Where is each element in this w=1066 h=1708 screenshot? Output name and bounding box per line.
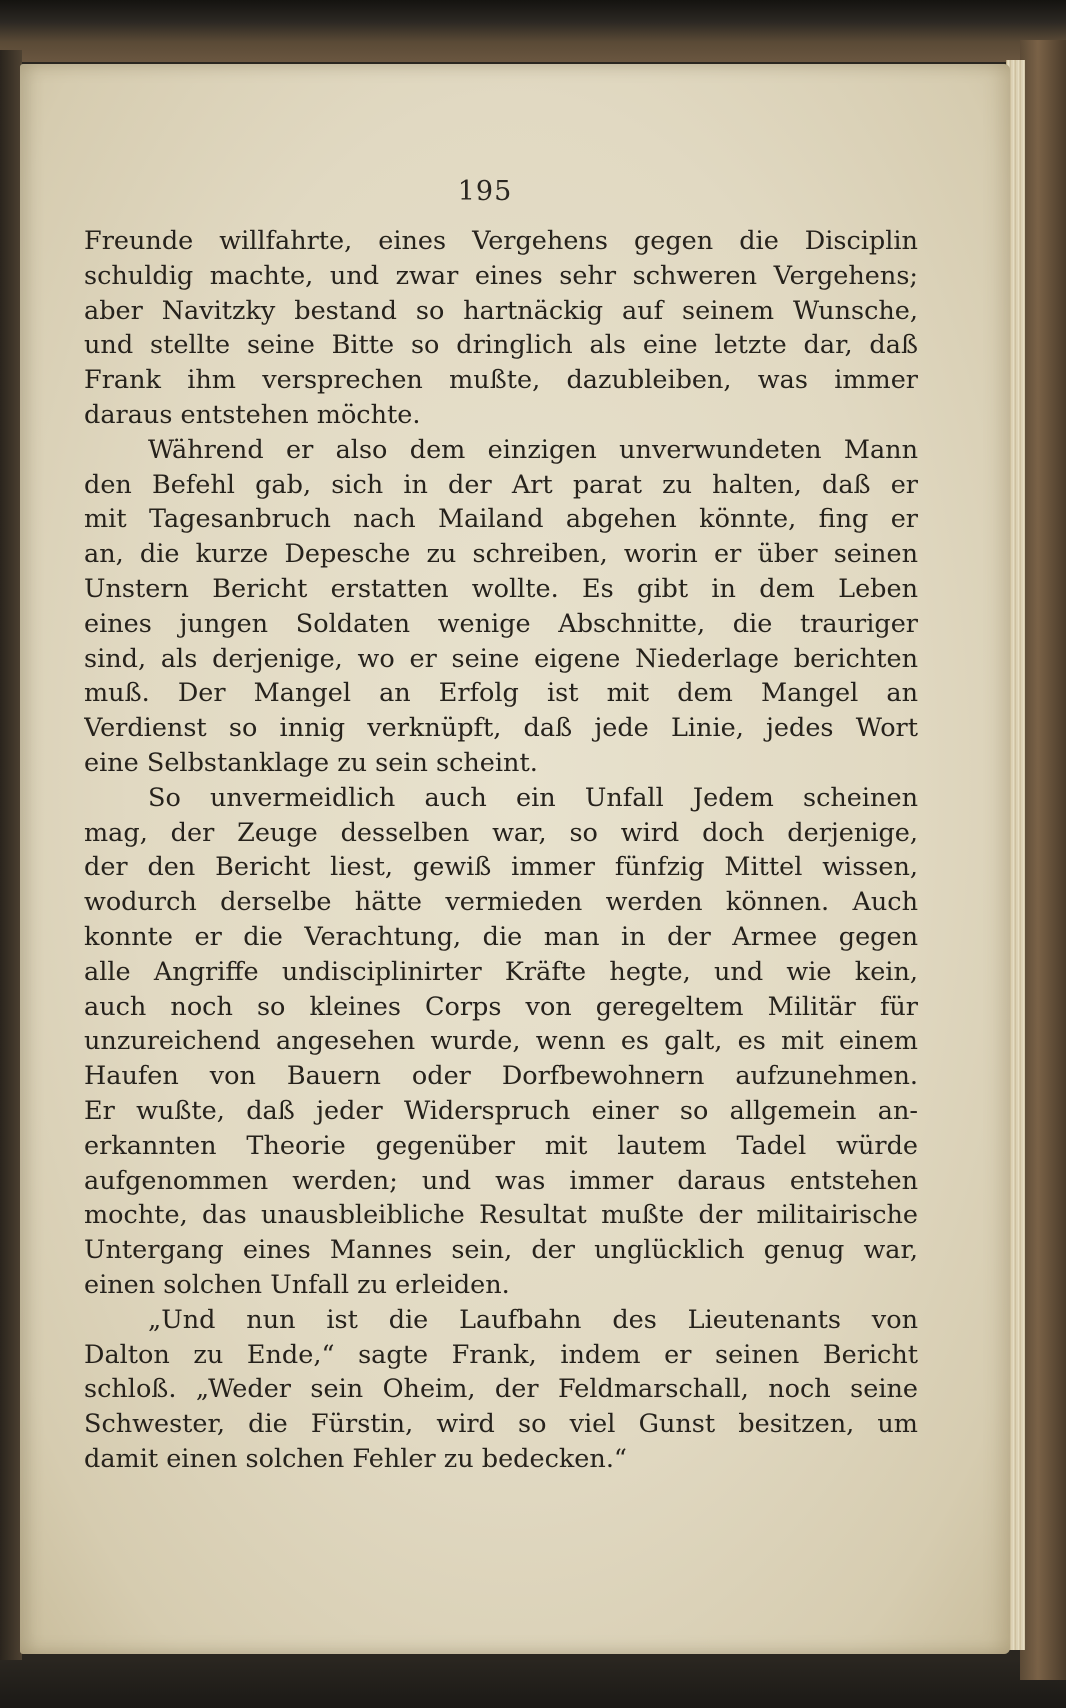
text-line: sind, als derjenige, wo er seine eigene Niederlage berichten bbox=[84, 643, 918, 674]
text-line: So unvermeidlich auch ein Unfall Jedem scheinen bbox=[148, 782, 918, 813]
book-cover-right-edge bbox=[1020, 40, 1066, 1680]
text-line: Freunde willfahrte, eines Vergehens gegen die Disciplin bbox=[84, 226, 918, 256]
text-line: den Befehl gab, sich in der Art parat zu halten, daß er bbox=[84, 469, 918, 500]
book-cover-top-edge bbox=[0, 0, 1066, 62]
text-line: Verdienst so innig verknüpft, daß jede Linie, jedes Wort bbox=[84, 713, 918, 744]
text-line: aber Navitzky bestand so hartnäckig auf seinem Wunsche, bbox=[84, 295, 918, 326]
text-line: schuldig machte, und zwar eines sehr schweren Vergehens; bbox=[84, 260, 918, 291]
text-line: einen solchen Unfall zu erleiden. bbox=[84, 1269, 510, 1300]
text-line: Schwester, die Fürstin, wird so viel Gunst besitzen, um bbox=[84, 1409, 918, 1440]
text-line: Haufen von Bauern oder Dorfbewohnern aufzunehmen. bbox=[84, 1061, 918, 1092]
text-line: Er wußte, daß jeder Widerspruch einer so allgemein an- bbox=[84, 1095, 918, 1126]
text-line: erkannten Theorie gegenüber mit lautem Tadel würde bbox=[84, 1130, 918, 1161]
page-number: 195 bbox=[457, 176, 513, 207]
text-line: Unstern Bericht erstatten wollte. Es gibt in dem Leben bbox=[84, 573, 918, 604]
text-line: aufgenommen werden; und was immer daraus entstehen bbox=[84, 1165, 918, 1196]
text-line: mochte, das unausbleibliche Resultat mußte der militairische bbox=[84, 1200, 918, 1231]
text-line: der den Bericht liest, gewiß immer fünfzig Mittel wissen, bbox=[84, 852, 918, 883]
book-cover-left-edge bbox=[0, 50, 22, 1660]
text-line: mit Tagesanbruch nach Mailand abgehen könnte, fing er bbox=[84, 504, 918, 535]
text-line: und stellte seine Bitte so dringlich als eine letzte dar, daß bbox=[84, 330, 918, 361]
book-page bbox=[20, 64, 1010, 1654]
text-line: mag, der Zeuge desselben war, so wird doch derjenige, bbox=[84, 817, 918, 848]
body-text bbox=[84, 224, 918, 1477]
text-line: eines jungen Soldaten wenige Abschnitte, die trauriger bbox=[84, 608, 918, 639]
text-line: alle Angriffe undisciplinirter Kräfte hegte, und wie kein, bbox=[84, 956, 918, 987]
text-line: Frank ihm versprechen mußte, dazubleiben, was immer bbox=[84, 365, 918, 396]
text-line: eine Selbstanklage zu sein scheint. bbox=[84, 747, 538, 778]
text-line: Untergang eines Mannes sein, der unglücklich genug war, bbox=[84, 1235, 918, 1266]
text-line: schloß. „Weder sein Oheim, der Feldmarschall, noch seine bbox=[84, 1374, 918, 1405]
text-line: wodurch derselbe hätte vermieden werden können. Auch bbox=[84, 887, 918, 918]
text-line: damit einen solchen Fehler zu bedecken.“ bbox=[84, 1443, 627, 1474]
text-line: unzureichend angesehen wurde, wenn es galt, es mit einem bbox=[84, 1026, 918, 1057]
text-line: „Und nun ist die Laufbahn des Lieutenants von bbox=[148, 1304, 918, 1335]
text-line: Dalton zu Ende,“ sagte Frank, indem er seinen Bericht bbox=[84, 1339, 918, 1370]
text-line: daraus entstehen möchte. bbox=[84, 399, 421, 430]
text-line: konnte er die Verachtung, die man in der Armee gegen bbox=[84, 921, 918, 952]
text-line: an, die kurze Depesche zu schreiben, worin er über seinen bbox=[84, 539, 918, 570]
text-line: muß. Der Mangel an Erfolg ist mit dem Mangel an bbox=[84, 678, 918, 709]
text-line: Während er also dem einzigen unverwundeten Mann bbox=[148, 434, 918, 465]
text-line: auch noch so kleines Corps von geregeltem Militär für bbox=[84, 991, 918, 1022]
